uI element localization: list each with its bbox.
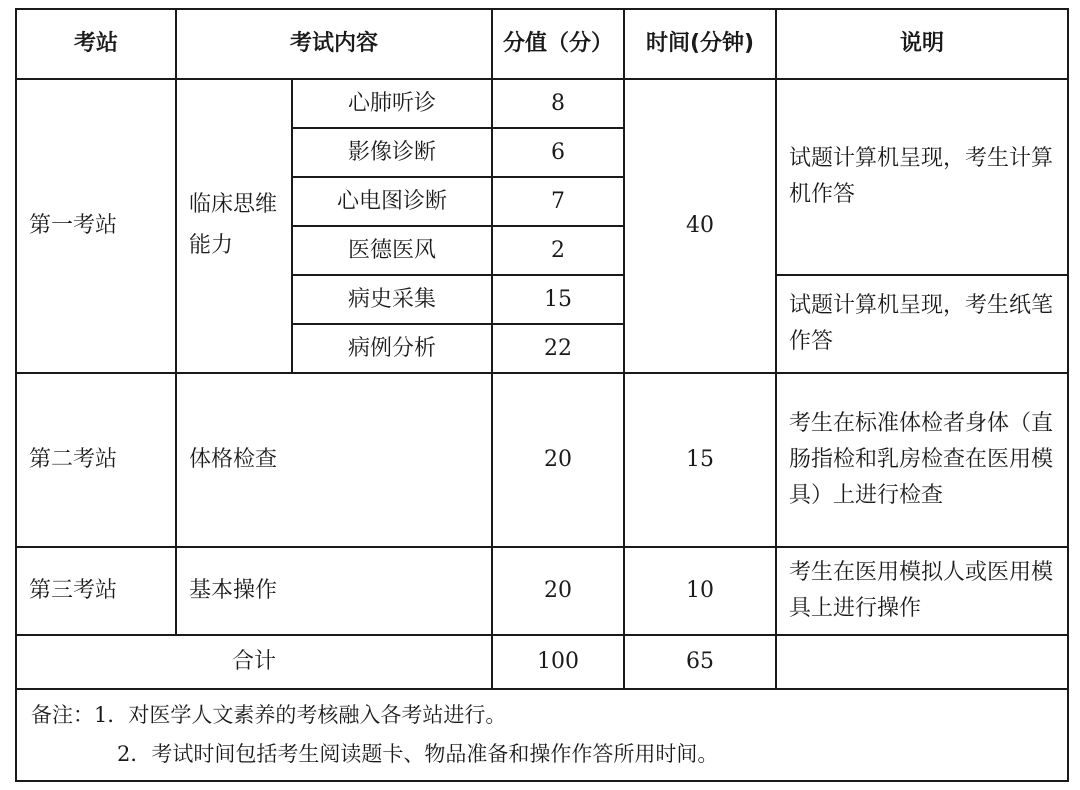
table-row — [16, 79, 1068, 128]
total-row — [16, 635, 1068, 689]
station1-name: 第一考站 — [16, 79, 176, 373]
station1-item-name: 医德医风 — [292, 226, 492, 275]
station1-item-score: 15 — [492, 275, 624, 324]
station3-score: 20 — [492, 547, 624, 635]
exam-structure-table — [15, 8, 1069, 782]
station1-item-name: 病史采集 — [292, 275, 492, 324]
station1-item-name: 影像诊断 — [292, 128, 492, 177]
station1-time: 40 — [624, 79, 776, 373]
header-note: 说明 — [776, 9, 1068, 79]
station2-time: 15 — [624, 373, 776, 547]
header-content: 考试内容 — [176, 9, 492, 79]
remarks-row — [16, 689, 1068, 781]
total-label: 合计 — [16, 635, 492, 689]
station1-item-name: 心肺听诊 — [292, 79, 492, 128]
station3-content: 基本操作 — [176, 547, 492, 635]
remarks-cell — [16, 689, 1068, 781]
header-station: 考站 — [16, 9, 176, 79]
station1-item-score: 8 — [492, 79, 624, 128]
total-note-empty — [776, 635, 1068, 689]
station2-desc: 考生在标准体检者身体（直肠指检和乳房检查在医用模具）上进行检查 — [776, 373, 1068, 547]
station1-item-score: 6 — [492, 128, 624, 177]
header-time: 时间(分钟) — [624, 9, 776, 79]
station3-desc: 考生在医用模拟人或医用模具上进行操作 — [776, 547, 1068, 635]
station1-item-name: 心电图诊断 — [292, 177, 492, 226]
station1-item-score: 7 — [492, 177, 624, 226]
table-row — [16, 547, 1068, 635]
header-score: 分值（分） — [492, 9, 624, 79]
station2-name: 第二考站 — [16, 373, 176, 547]
station1-item-score: 2 — [492, 226, 624, 275]
station3-name: 第三考站 — [16, 547, 176, 635]
station1-desc-a: 试题计算机呈现，考生计算机作答 — [776, 79, 1068, 275]
remark-line-2: 2．考试时间包括考生阅读题卡、物品准备和操作作答所用时间。 — [117, 741, 719, 766]
remark-line-1: 备注：1．对医学人文素养的考核融入各考站进行。 — [31, 703, 507, 727]
table-header-row — [16, 9, 1068, 79]
station1-item-score: 22 — [492, 324, 624, 373]
total-score: 100 — [492, 635, 624, 689]
total-time: 65 — [624, 635, 776, 689]
table-row — [16, 373, 1068, 547]
station1-desc-b: 试题计算机呈现，考生纸笔作答 — [776, 275, 1068, 373]
station2-score: 20 — [492, 373, 624, 547]
station1-category: 临床思维能力 — [176, 79, 292, 373]
station2-content: 体格检查 — [176, 373, 492, 547]
station3-time: 10 — [624, 547, 776, 635]
exam-table-container — [15, 8, 1067, 782]
station1-item-name: 病例分析 — [292, 324, 492, 373]
